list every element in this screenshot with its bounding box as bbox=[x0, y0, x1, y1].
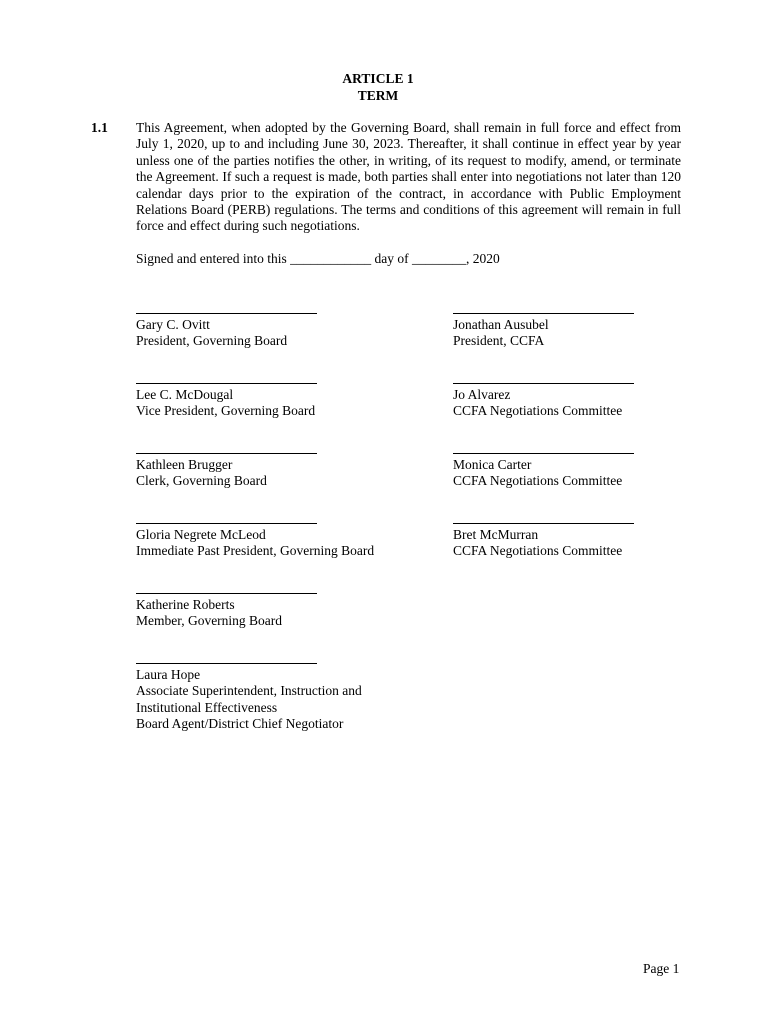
signature-block bbox=[136, 383, 436, 420]
signer-name: Jonathan Ausubel bbox=[453, 317, 549, 332]
signer-name: Gloria Negrete McLeod bbox=[136, 527, 266, 542]
signer-name: Kathleen Brugger bbox=[136, 457, 233, 472]
signer-title: CCFA Negotiations Committee bbox=[453, 473, 623, 489]
signer-title: Member, Governing Board bbox=[136, 613, 283, 629]
section-number: 1.1 bbox=[91, 120, 108, 135]
signature-line bbox=[136, 663, 317, 664]
signer-title: Immediate Past President, Governing Board bbox=[136, 543, 375, 559]
signature-line bbox=[136, 523, 317, 524]
signer-title: Institutional Effectiveness bbox=[136, 699, 278, 715]
signer-title: President, CCFA bbox=[453, 333, 545, 349]
signature-line bbox=[453, 383, 634, 384]
signature-block bbox=[453, 453, 753, 490]
signature-block bbox=[453, 523, 753, 560]
signature-block bbox=[136, 453, 436, 490]
signature-line bbox=[136, 313, 317, 314]
signature-line bbox=[453, 313, 634, 314]
signer-name: Monica Carter bbox=[453, 457, 532, 472]
signer-name: Katherine Roberts bbox=[136, 597, 235, 612]
signature-line bbox=[136, 383, 317, 384]
signature-line bbox=[453, 453, 634, 454]
signer-name: Bret McMurran bbox=[453, 527, 539, 542]
signer-name: Gary C. Ovitt bbox=[136, 317, 210, 332]
article-subtitle: TERM bbox=[357, 88, 399, 103]
signer-name: Jo Alvarez bbox=[453, 387, 511, 402]
signature-line bbox=[136, 593, 317, 594]
signature-line bbox=[136, 453, 317, 454]
signer-title: Board Agent/District Chief Negotiator bbox=[136, 716, 344, 732]
signature-block bbox=[136, 593, 436, 630]
signature-block bbox=[136, 663, 436, 733]
article-title: ARTICLE 1 bbox=[342, 71, 414, 86]
signature-block bbox=[136, 313, 436, 350]
signer-title: Clerk, Governing Board bbox=[136, 473, 267, 489]
signer-name: Laura Hope bbox=[136, 667, 201, 682]
signature-block bbox=[453, 313, 753, 350]
signer-name: Lee C. McDougal bbox=[136, 387, 234, 402]
signer-title: President, Governing Board bbox=[136, 333, 288, 349]
signed-entered-line: Signed and entered into this ____________ day of ________, 2020 bbox=[136, 251, 500, 266]
section-text: This Agreement, when adopted by the Governing Board, shall remain in full force and effect from July 1, 2020, up to and including June 30, 2023. Thereafter, it shall continue in effect year by year unless one of the parties notifies the other, in writing, of its request to modify, amend, or terminate the Agreement. If such a request is made, both parties shall enter into negotiations not later than 120 calendar days prior to the expiration of the contract, in accordance with Public Employment Relations Board (PERB) regulations. The terms and conditions of this agreement will remain in full force and effect during such negotiations. bbox=[136, 120, 681, 234]
signature-block bbox=[136, 523, 436, 560]
signer-title: CCFA Negotiations Committee bbox=[453, 403, 623, 419]
signature-block bbox=[453, 383, 753, 420]
signer-title: CCFA Negotiations Committee bbox=[453, 543, 623, 559]
signer-title: Vice President, Governing Board bbox=[136, 403, 316, 419]
signature-line bbox=[453, 523, 634, 524]
page-number: Page 1 bbox=[643, 961, 680, 976]
signer-title: Associate Superintendent, Instruction and bbox=[136, 683, 362, 699]
